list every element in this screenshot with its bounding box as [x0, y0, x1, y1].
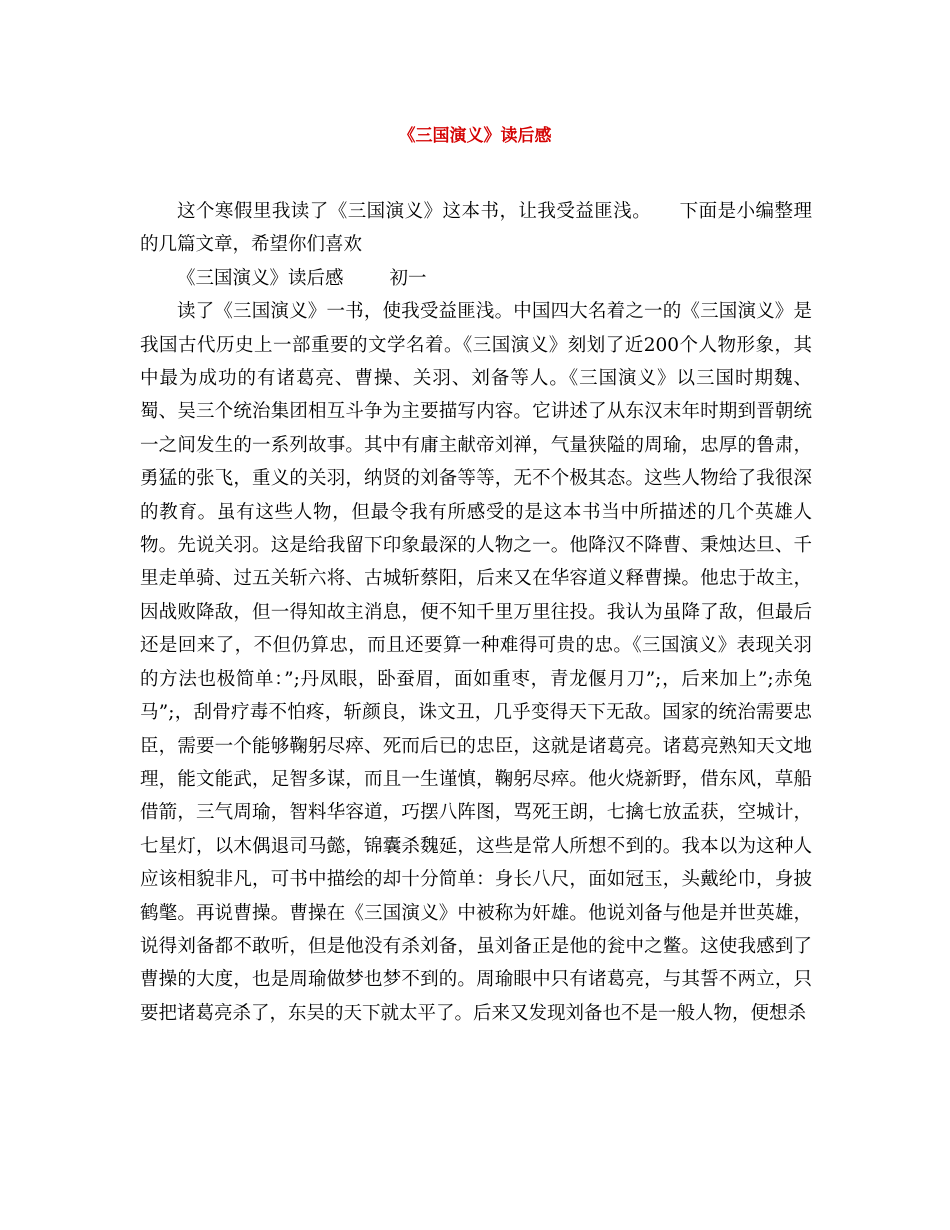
intro-paragraph — [140, 195, 812, 262]
document-body — [140, 195, 812, 1030]
document-title: 《三国演义》读后感 — [398, 126, 552, 146]
intro-text-part2: 下面是小编整理的几篇文章，希望你们喜欢 — [140, 201, 812, 256]
essay-subheading-grade: 初一 — [389, 267, 427, 289]
essay-paragraph: 读了《三国演义》一书，使我受益匪浅。中国四大名着之一的《三国演义》是我国古代历史上一部重要的文学名着。《三国演义》刻划了近200个人物形象，其中最为成功的有诸葛亮、曹操、关羽、刘备等人。《三国演义》以三国时期魏、蜀、吴三个统治集团相互斗争为主要描写内容。它讲述了从东汉末年时期到晋朝统一之间发生的一系列故事。其中有庸主献帝刘禅，气量狭隘的周瑜，忠厚的鲁肃，勇猛的张飞，重义的关羽，纳贤的刘备等等，无不个极其态。这些人物给了我很深的教育。虽有这些人物，但最令我有所感受的是这本书当中所描述的几个英雄人物。先说关羽。这是给我留下印象最深的人物之一。他降汉不降曹、秉烛达旦、千里走单骑、过五关斩六将、古城斩蔡阳，后来又在华容道义释曹操。他忠于故主，因战败降敌，但一得知故主消息，便不知千里万里往投。我认为虽降了敌，但最后还是回来了，不但仍算忠，而且还要算一种难得可贵的忠。《三国演义》表现关羽的方法也极简单：”;丹凤眼，卧蚕眉，面如重枣，青龙偃月刀”;，后来加上”;赤兔马”;，刮骨疗毒不怕疼，斩颜良，诛文丑，几乎变得天下无敌。国家的统治需要忠臣，需要一个能够鞠躬尽瘁、死而后已的忠臣，这就是诸葛亮。诸葛亮熟知天文地理，能文能武，足智多谋，而且一生谨慎，鞠躬尽瘁。他火烧新野，借东风，草船借箭，三气周瑜，智料华容道，巧摆八阵图，骂死王朗，七擒七放孟获，空城计，七星灯，以木偶退司马懿，锦囊杀魏延，这些是常人所想不到的。我本以为这种人应该相貌非凡，可书中描绘的却十分简单：身长八尺，面如冠玉，头戴纶巾，身披鹤氅。再说曹操。曹操在《三国演义》中被称为奸雄。他说刘备与他是并世英雄，说得刘备都不敢听，但是他没有杀刘备，虽刘备正是他的瓮中之鳖。这使我感到了曹操的大度，也是周瑜做梦也梦不到的。周瑜眼中只有诸葛亮，与其誓不两立，只要把诸葛亮杀了，东吴的天下就太平了。后来又发现刘备也不是一般人物，便想杀 — [140, 301, 812, 1024]
essay-subheading-title: 《三国演义》读后感 — [177, 267, 344, 289]
essay-subheading — [140, 262, 812, 295]
intro-text-part1: 这个寒假里我读了《三国演义》这本书，让我受益匪浅。 — [177, 201, 652, 222]
